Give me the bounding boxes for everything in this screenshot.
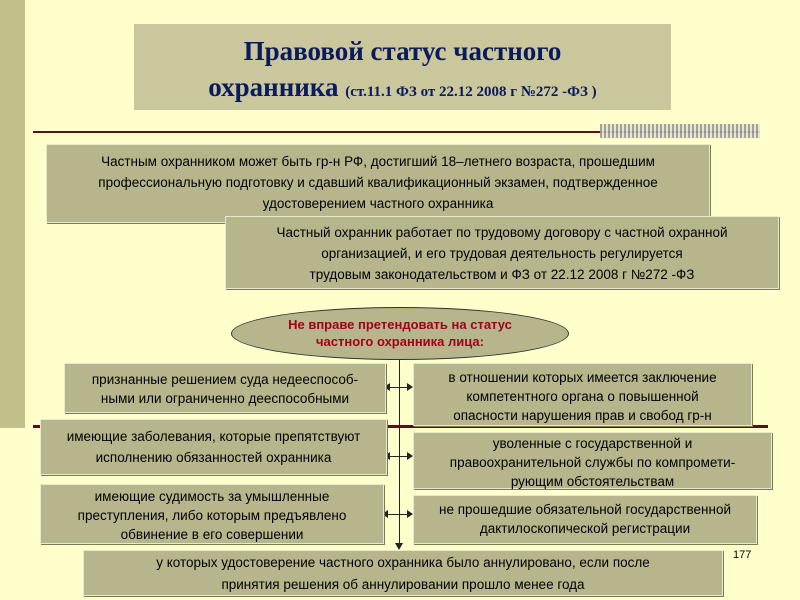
item-line: рующим обстоятельствам <box>510 474 675 489</box>
checker-decor <box>600 124 760 138</box>
item-line: ными или ограниченно дееспособными <box>100 391 350 406</box>
item-line: дактилоскопической регистрации <box>479 521 691 536</box>
item-line: обвинение в его совершении <box>120 527 304 542</box>
employment-box <box>225 216 779 289</box>
definition-line: удостоверением частного охранника <box>262 196 494 211</box>
item-line: имеющие заболевания, которые препятствуют <box>66 429 361 444</box>
definition-line: профессиональную подготовку и сдавший квалификационный экзамен, подтвержденное <box>98 175 658 190</box>
item-line: уволенные с государственной и <box>492 436 693 451</box>
title-line-2 <box>134 72 671 103</box>
restriction-item-dismissed <box>413 432 772 489</box>
title-main-word: охранника <box>208 72 339 102</box>
item-line: не прошедшие обязательной государственной <box>438 502 731 517</box>
item-line: у которых удостоверение частного охранника было аннулировано, если после <box>156 555 650 570</box>
restriction-oval <box>231 307 569 360</box>
employment-line: организацией, и его трудовая деятельность регулируется <box>321 246 683 261</box>
item-line: преступления, либо которым предъявлено <box>77 508 347 523</box>
item-line: принятия решения об аннулировании прошло менее года <box>221 577 585 592</box>
item-line: имеющие судимость за умышленные <box>94 489 330 504</box>
title-line-1: Правовой статус частного <box>243 36 562 66</box>
item-line: опасности нарушения прав и свобод гр-н <box>453 408 712 423</box>
item-line: исполнению обязанностей охранника <box>95 450 332 465</box>
left-decor-bar <box>0 0 25 428</box>
item-line: в отношении которых имеется заключение <box>448 370 717 385</box>
employment-line: трудовым законодательством и ФЗ от 22.12 2008 г №272 -ФЗ <box>309 267 695 282</box>
oval-line: Не вправе претендовать на статус <box>288 317 512 332</box>
title-law-reference: (ст.11.1 ФЗ от 22.12 2008 г №272 -ФЗ ) <box>345 84 597 100</box>
restriction-item-criminal-record <box>40 484 384 544</box>
arrow-down <box>395 543 403 550</box>
restriction-item-fingerprinting <box>413 495 757 544</box>
definition-box <box>46 144 710 223</box>
item-line: правоохранительной службы по компромети- <box>449 455 736 470</box>
restriction-item-danger-conclusion <box>413 363 752 426</box>
restriction-item-annulled-license <box>83 550 723 596</box>
item-line: признанные решением суда недееспособ- <box>91 372 359 387</box>
item-line: компетентного органа о повышенной <box>466 389 699 404</box>
slide-title <box>134 24 671 110</box>
oval-line: частного охранника лица: <box>316 334 484 349</box>
definition-line: Частным охранником может быть гр-н РФ, достигший 18–летнего возраста, прошедшим <box>101 154 655 169</box>
employment-line: Частный охранник работает по трудовому договору с частной охранной <box>276 225 728 240</box>
page-number: 177 <box>733 549 752 561</box>
restriction-item-illness <box>40 419 387 475</box>
restriction-item-incapacitated <box>64 363 386 413</box>
